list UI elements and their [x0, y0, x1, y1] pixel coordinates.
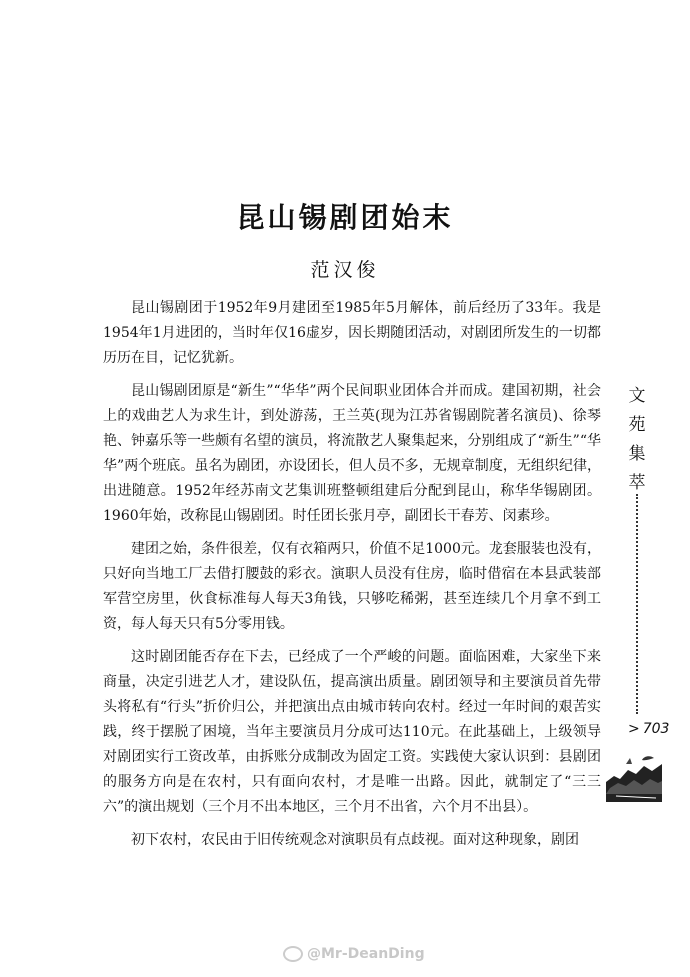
paragraph-5: 初下农村，农民由于旧传统观念对演职员有点歧视。面对这种现象，剧团 [131, 832, 579, 848]
section-char-3: 集 [628, 444, 646, 464]
weibo-icon [283, 946, 303, 962]
watermark [283, 946, 425, 962]
paragraph-3: 建团之始，条件很差，仅有衣箱两只，价值不足1000元。龙套服装也没有，只好向当地工厂去借打腰鼓的彩衣。演职人员没有住房，临时借宿在本县武装部军营空房里，伙食标准每人每天3角钱，只够吃稀粥，甚至连续几个月拿不到工资，每人每天只有5分零用钱。 [103, 541, 601, 632]
paragraph-1: 昆山锡剧团于1952年9月建团至1985年5月解体，前后经历了33年。我是1954年1月进团的，当时年仅16虚岁，因长期随团活动，对剧团所发生的一切都历历在目，记忆犹新。 [103, 300, 601, 366]
section-char-1: 文 [628, 386, 646, 406]
watermark-text: @Mr-DeanDing [307, 946, 425, 962]
section-label [624, 382, 650, 498]
paragraph-4: 这时剧团能否存在下去，已经成了一个严峻的问题。面临困难，大家坐下来商量，决定引进艺人才，建设队伍，提高演出质量。剧团领导和主要演员首先带头将私有“行头”折价归公，并把演出点由城市转向农村。经过一年时间的艰苦实践，终于摆脱了困境，当年主要演员月分成可达110元。在此基础上，上级领导对剧团实行工资改革，由拆账分成制改为固定工资。实践使大家认识到：县剧团的服务方向是在农村，只有面向农村，才是唯一出路。因此，就制定了“三三六”的演出规划（三个月不出本地区，三个月不出省，六个月不出县）。 [103, 649, 601, 815]
article-title: 昆山锡剧团始末 [236, 201, 454, 234]
section-char-4: 萃 [628, 473, 646, 493]
article-body [103, 296, 601, 861]
section-char-2: 苑 [628, 415, 646, 435]
page-arrow-icon: > [628, 721, 640, 737]
landscape-ornament-icon [606, 752, 662, 802]
dotted-divider [636, 494, 638, 714]
page-number-value: 703 [642, 721, 670, 737]
paragraph-2: 昆山锡剧团原是“新生”“华华”两个民间职业团体合并而成。建国初期，社会上的戏曲艺人为求生计，到处游荡，王兰英(现为江苏省锡剧院著名演员)、徐琴艳、钟嘉乐等一些颇有名望的演员，将流散艺人聚集起来，分别组成了“新生”“华华”两个班底。虽名为剧团，亦设团长，但人员不多，无规章制度，无组织纪律，出进随意。1952年经苏南文艺集训班整顿组建后分配到昆山，称华华锡剧团。1960年始，改称昆山锡剧团。时任团长张月亭，副团长干春芳、闵素珍。 [103, 383, 601, 524]
page-number [628, 721, 669, 737]
article-author: 范汉俊 [310, 259, 380, 281]
